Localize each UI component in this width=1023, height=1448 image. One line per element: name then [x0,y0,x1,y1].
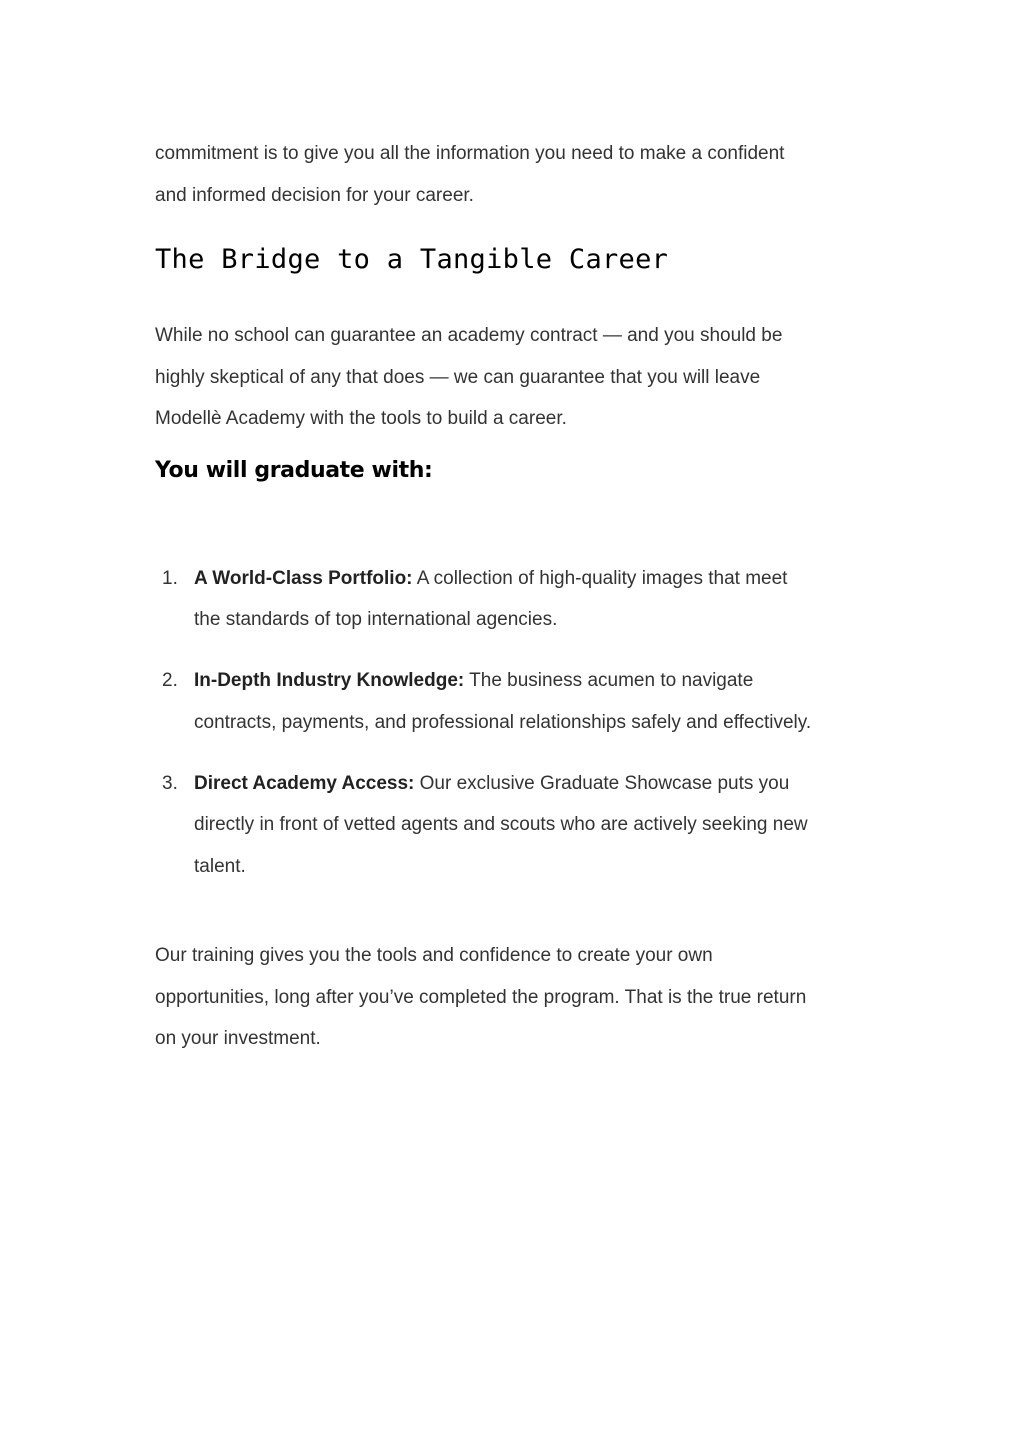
text-line: talent. [194,855,246,877]
text-line: opportunities, long after you’ve completed the program. That is the true return [155,986,807,1008]
text-line: Modellè Academy with the tools to build a career. [155,408,567,429]
intro-paragraph [155,133,875,216]
section-heading: The Bridge to a Tangible Career [155,244,669,275]
text-line: on your investment. [155,1028,321,1049]
closing-paragraph [155,935,875,1060]
list-number: 1. [162,567,178,589]
text-line: Our training gives you the tools and confidence to create your own [155,945,713,966]
text-line: contracts, payments, and professional relationships safely and effectively. [194,711,812,733]
text-line: and informed decision for your career. [155,184,474,206]
subheading: You will graduate with: [155,457,433,483]
text-line [194,660,875,702]
text-line [194,558,875,600]
text-line: the standards of top international agencies. [194,609,558,630]
list-item [155,763,875,888]
page-content [155,133,875,1060]
text-line: directly in front of vetted agents and scouts who are actively seeking new [194,814,808,835]
list-item-text: A collection of high-quality images that meet [412,567,788,589]
list-item-lead: Direct Academy Access: [194,772,415,794]
list-item [155,660,875,743]
list-item [155,558,875,641]
list-number: 2. [162,670,178,691]
text-line: commitment is to give you all the information you need to make a confident [155,143,785,164]
text-line [194,763,875,805]
graduate-list [155,558,875,888]
list-item-lead: A World-Class Portfolio: [194,567,413,589]
list-item-text: Our exclusive Graduate Showcase puts you [414,772,790,794]
list-item-text: The business acumen to navigate [464,670,754,691]
list-number: 3. [162,772,178,794]
list-item-lead: In-Depth Industry Knowledge: [194,670,465,691]
body-paragraph [155,315,875,440]
text-line: While no school can guarantee an academy contract — and you should be [155,325,783,346]
text-line: highly skeptical of any that does — we can guarantee that you will leave [155,366,761,388]
